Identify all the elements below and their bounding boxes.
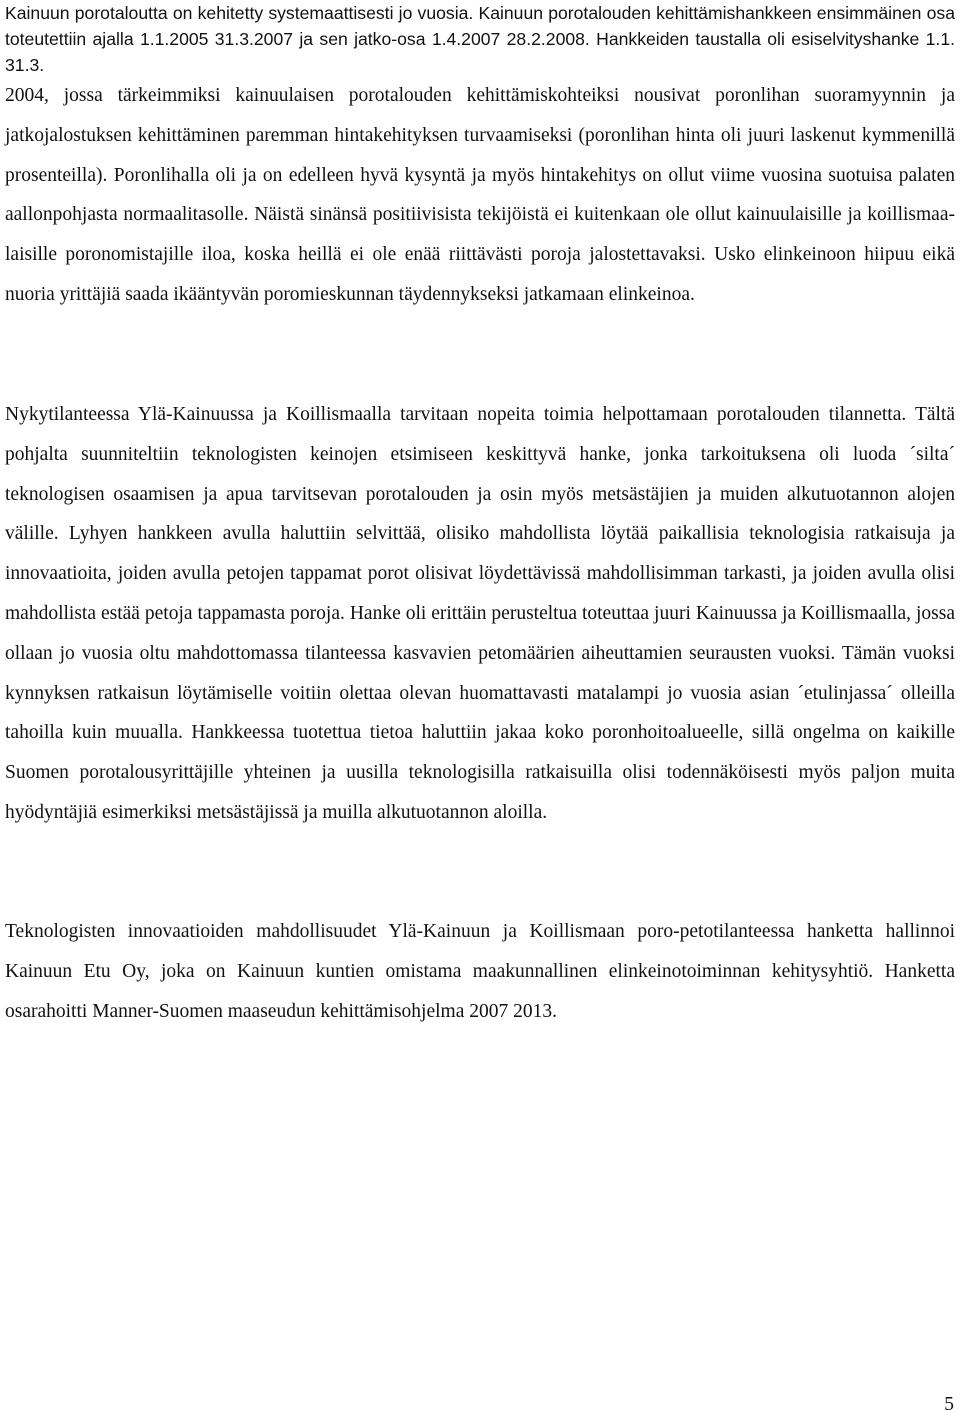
- paragraph-intro-first-lines: Kainuun porotaloutta on kehitetty systemaattisesti jo vuosia. Kainuun porotalouden kehittämishankkeen ensimmäinen osa toteutettiin ajalla 1.1.2005 31.3.2007 ja sen jatko-osa 1.4.2007 28.2.2008. Hankkeiden taustalla oli esiselvityshanke 1.1. 31.3.: [5, 3, 955, 75]
- paragraph-intro-continuation: 2004, jossa tärkeimmiksi kainuulaisen porotalouden kehittämiskohteiksi nousivat poronlihan suoramyynnin ja jatkojalostuksen kehittäminen paremman hintakehityksen turvaamiseksi (poronlihan hinta oli juuri laskenut kymmenillä prosenteilla). Poronlihalla oli ja on edelleen hyvä kysyntä ja myös hintakehitys on ollut viime vuosina suotuisa palaten aallonpohjasta normaalitasolle. Näistä sinänsä positiivisista tekijöistä ei kuitenkaan ole ollut kainuulaisille ja koillismaalaisille poronomistajille iloa, koska heillä ei ole enää riittävästi poroja jalostettavaksi. Usko elinkeinoon hiipuu eikä nuoria yrittäjiä saada ikääntyvän poromieskunnan täydennykseksi jatkamaan elinkeinoa.: [5, 85, 955, 305]
- paragraph-project-administration: Teknologisten innovaatioiden mahdollisuudet Ylä-Kainuun ja Koillismaan poro-petotilanteessa hanketta hallinnoi Kainuun Etu Oy, joka on Kainuun kuntien omistama maakunnallinen elinkeinotoiminnan kehitysyhtiö. Hanketta osarahoitti Manner-Suomen maaseudun kehittämisohjelma 2007 2013.: [5, 921, 955, 1022]
- page-number: 5: [944, 1394, 954, 1415]
- paragraph-current-situation: Nykytilanteessa Ylä-Kainuussa ja Koillismaalla tarvitaan nopeita toimia helpottamaan porotalouden tilannetta. Tältä pohjalta suunniteltiin teknologisten keinojen etsimiseen keskittyvä hanke, jonka tarkoituksena oli luoda ´silta´ teknologisen osaamisen ja apua tarvitsevan porotalouden ja osin myös metsästäjien ja muiden alkutuotannon alojen välille. Lyhyen hankkeen avulla haluttiin selvittää, olisiko mahdollista löytää paikallisia teknologisia ratkaisuja ja innovaatioita, joiden avulla petojen tappamat porot olisivat löydettävissä mahdollisimman tarkasti, ja joiden avulla olisi mahdollista estää petoja tappamasta poroja. Hanke oli erittäin perusteltua toteuttaa juuri Kainuussa ja Koillismaalla, jossa ollaan jo vuosia oltu mahdottomassa tilanteessa kasvavien petomäärien aiheuttamien seurausten vuoksi. Tämän vuoksi kynnyksen ratkaisun löytämiselle voitiin olettaa olevan huomattavasti matalampi jo vuosia asian ´etulinjassa´ olleilla tahoilla kuin muualla. Hankkeessa tuotettua tietoa haluttiin jakaa koko poronhoitoalueelle, sillä ongelma on kaikille Suomen porotalousyrittäjille yhteinen ja uusilla teknologisilla ratkaisuilla olisi todennäköisesti myös paljon muita hyödyntäjiä esimerkiksi metsästäjissä ja muilla alkutuotannon aloilla.: [5, 404, 955, 823]
